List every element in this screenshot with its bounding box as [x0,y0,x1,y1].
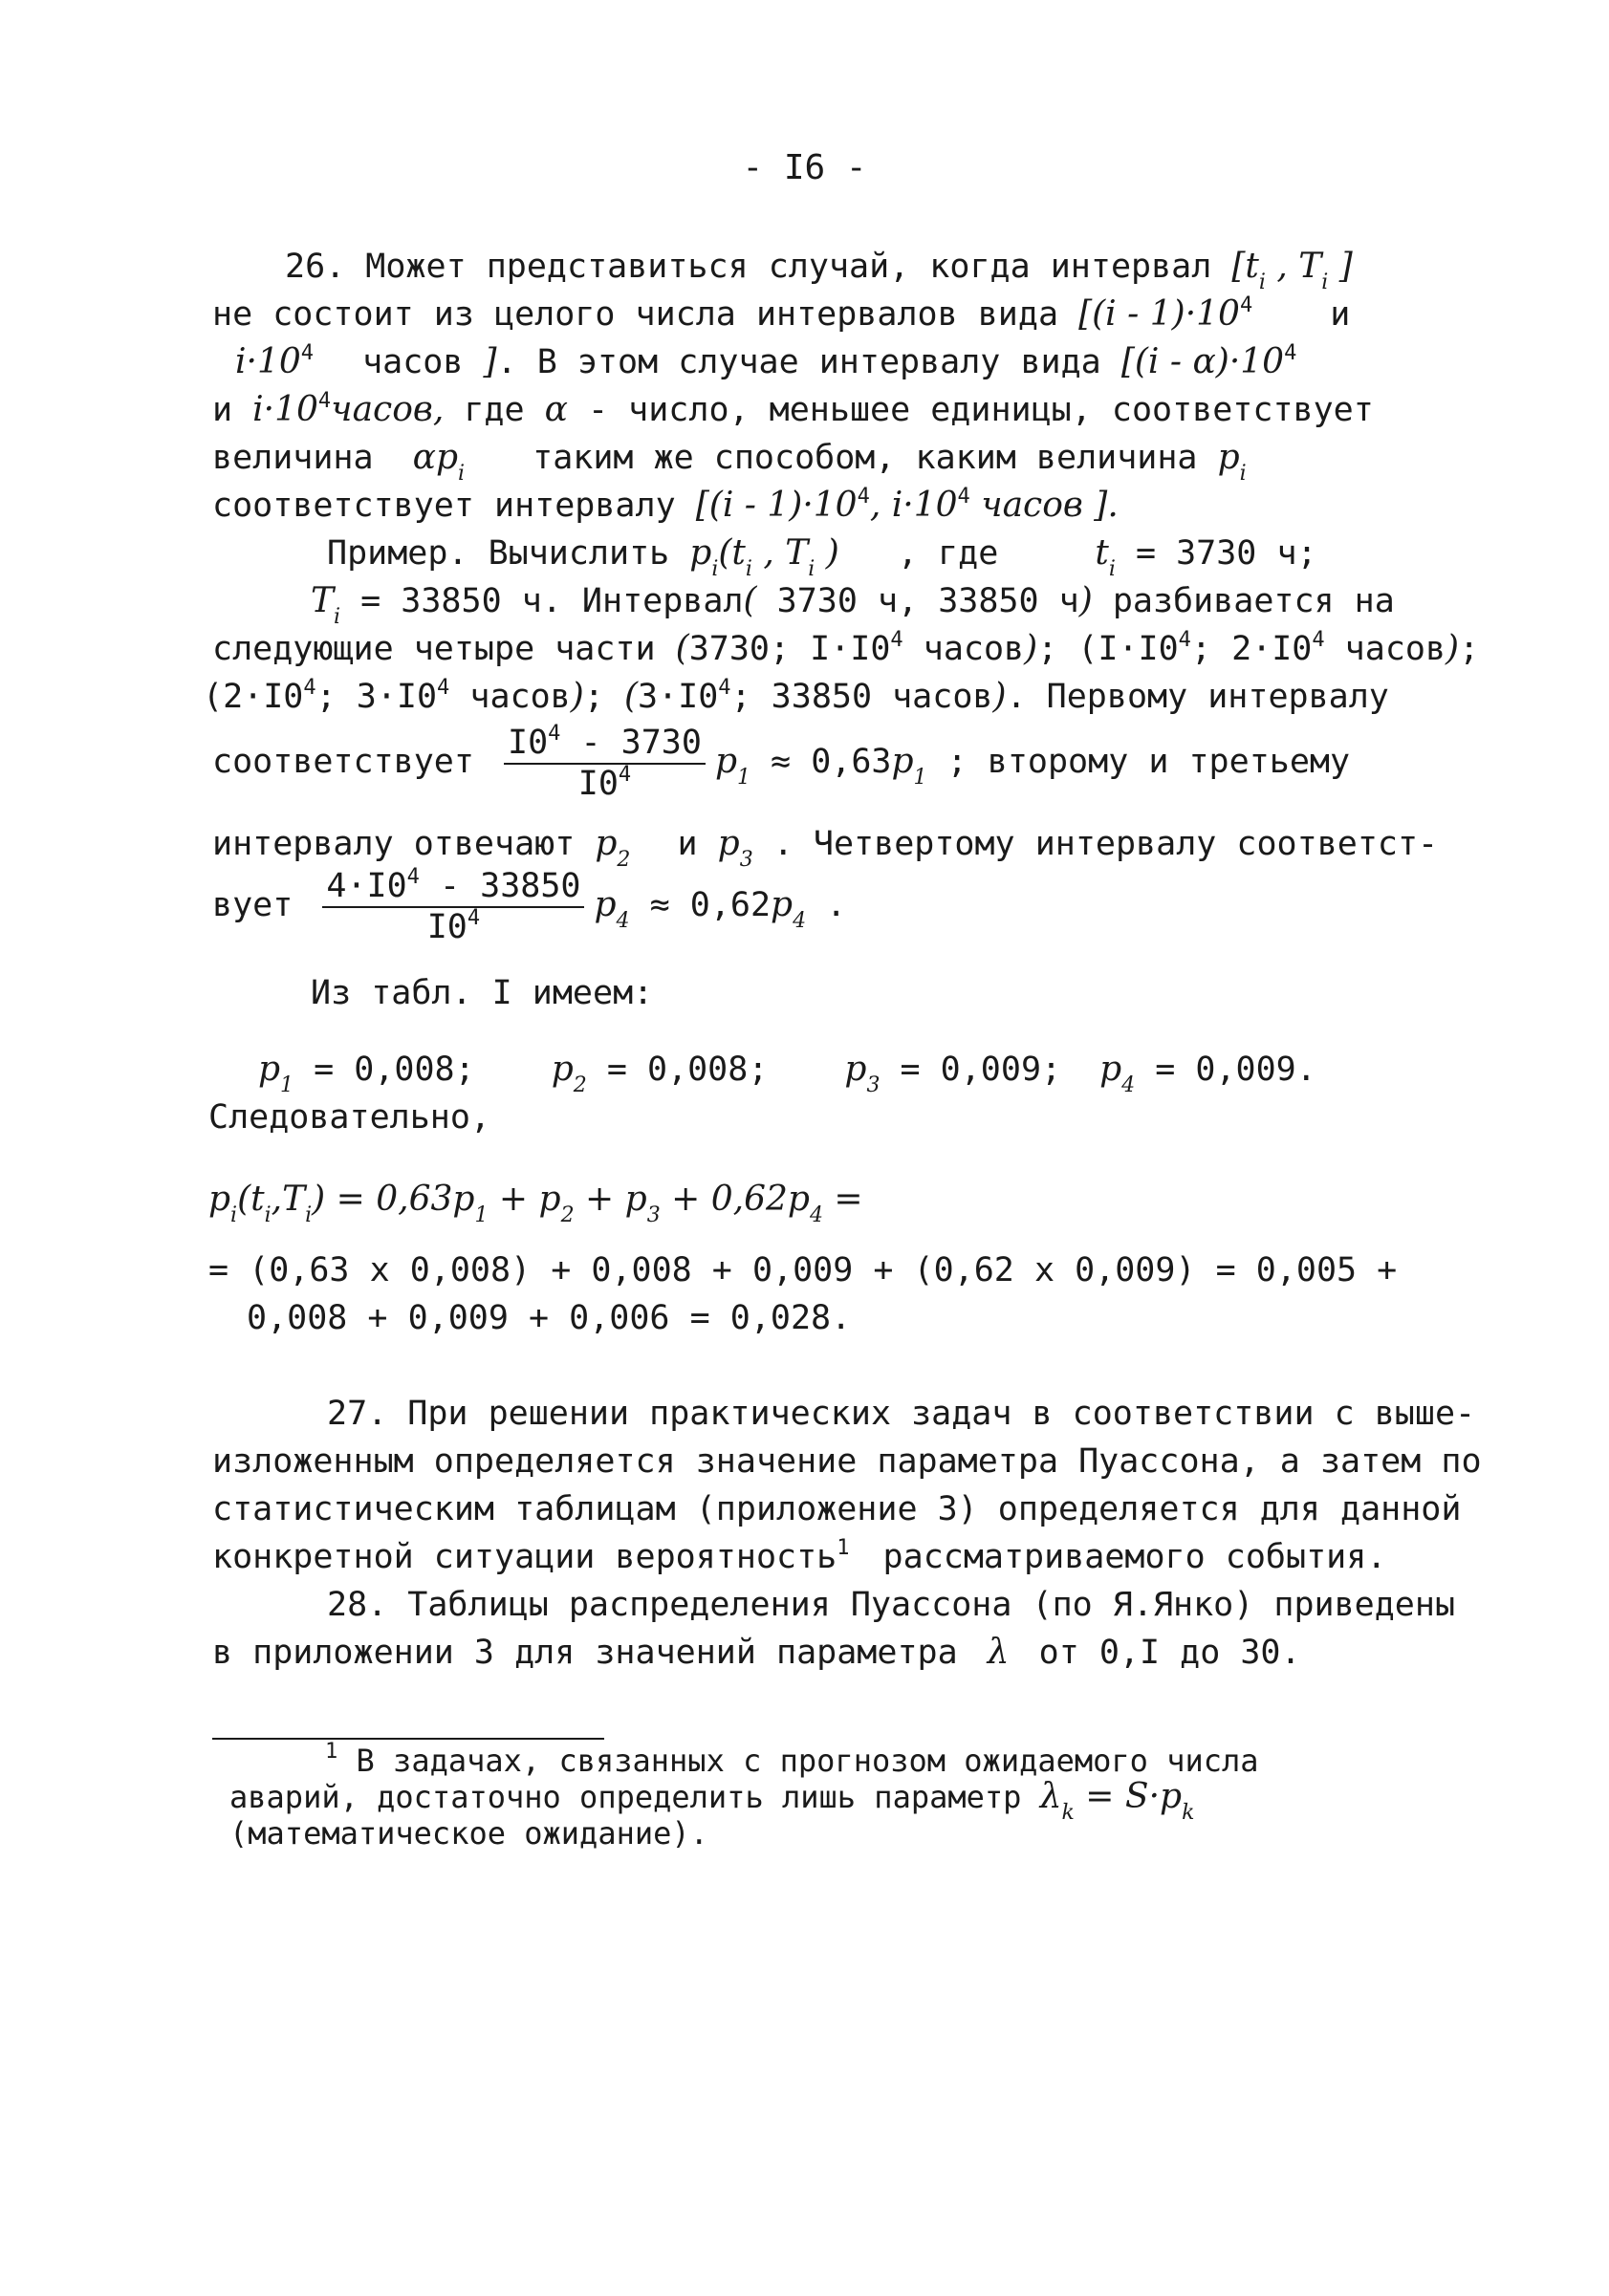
text: статистическим таблицам (приложение 3) определяется для данной [212,1490,1462,1528]
superscript: 4 [957,485,970,509]
superscript: 4 [1284,341,1297,365]
subscript: i [711,557,719,581]
text: 26. Может представиться случай, когда интервал [285,248,1232,286]
math: [(i - 1)·10 [1078,294,1240,334]
math: + p [574,1180,647,1219]
text: 0,008 + 0,009 + 0,006 = 0,028. [247,1299,852,1337]
math: [t [1231,247,1259,286]
p26-line-11 [212,719,1350,805]
math: p [551,1050,574,1089]
text: ; 2·I0 [1190,630,1313,668]
subscript: 4 [793,909,807,933]
p28-line-2 [212,1633,1301,1673]
subscript: 4 [1121,1073,1136,1097]
p26-line-13 [212,862,846,948]
p26-line-10 [203,677,1389,717]
text: рассматриваемого события. [862,1538,1387,1576]
math: ] [483,342,497,381]
superscript: 4 [1239,293,1253,317]
math: ( [675,629,689,668]
math: ] [1328,247,1353,286]
math: , i·10 [869,486,958,525]
math: p [594,885,617,924]
text: от 0,I до 30. [1018,1634,1301,1672]
text: 27. При решении практических задач в соответствии с выше- [327,1395,1476,1433]
text: часов [449,678,571,716]
text: I0 [426,908,467,946]
math: + p [488,1180,561,1219]
math: (t [718,533,746,573]
fraction-2 [322,866,584,946]
math: ) [1446,629,1460,668]
p26-line-3 [235,342,1296,382]
math: λ [987,1633,1010,1672]
text: - 3730 [560,724,702,762]
text: часов [902,630,1025,668]
p26-line-9 [212,629,1479,669]
fraction-denominator [322,908,584,946]
math: ( [743,581,757,620]
page-number: - I6 - [742,148,867,187]
math: p [771,885,794,924]
text: ≈ 0,63 [750,743,892,781]
p26-line-5 [212,438,1247,486]
text: . [806,886,847,924]
math: ,T [271,1180,306,1219]
footnote-marker: 1 [325,1740,338,1764]
subscript: i [1239,462,1247,486]
footnote-line-3 [229,1816,708,1851]
text: аварий, достаточно определить лишь параметр [229,1779,1040,1815]
text: разбивается на [1092,582,1395,620]
text: В задачах, связанных с прогнозом ожидаемого числа [337,1743,1259,1779]
math: p [258,1050,281,1089]
text: часов [1324,630,1446,668]
text: (математическое ожидание). [229,1815,708,1852]
math: α [544,390,568,429]
p26-equation-1 [208,1178,863,1227]
math: ) = 0,63p [312,1180,475,1219]
footnote-divider [212,1738,604,1740]
text: ; второму и третьему [926,743,1351,781]
superscript: 4 [467,906,481,930]
subscript: 1 [474,1203,489,1227]
subscript: 3 [739,848,753,872]
text: 3·I0 [637,678,719,716]
text: 28. Таблицы распределения Пуассона (по Я.Янко) приведены [327,1586,1456,1624]
text: где [444,391,545,429]
text: конкретной ситуации вероятность [212,1538,837,1576]
text: - число, меньшее единицы, соответствует [567,391,1374,429]
subscript: i [1321,271,1329,294]
subscript: k [1182,1801,1195,1825]
math: (t [237,1180,265,1219]
text: и [1310,295,1351,334]
math: p [689,533,712,573]
text: ≈ 0,62 [629,886,772,924]
subscript: 1 [913,766,927,790]
superscript: 4 [317,389,332,413]
p26-line-8 [311,581,1395,629]
math: ) [570,677,584,716]
subscript: i [1108,557,1116,581]
p28-line-1 [327,1585,1455,1625]
math: = S·p [1074,1777,1183,1816]
subscript: i [458,462,466,486]
superscript: 4 [618,763,632,787]
math: p [714,742,737,781]
text: не состоит из целого числа интервалов вида [212,295,1079,334]
text: , где [877,534,1019,573]
p26-line-16 [208,1097,490,1137]
math: + 0,62p [660,1180,810,1219]
math: ) [992,677,1007,716]
text: = 3730 ч; [1115,534,1317,573]
text: часов [342,343,484,381]
text: и [657,825,718,863]
subscript: 2 [617,848,631,872]
p26-line-1 [285,247,1353,294]
subscript: i [1258,271,1266,294]
math: p [595,824,618,863]
text: таким же способом, каким величина [512,439,1218,477]
text: вует [212,886,314,924]
text: (2·I0 [203,678,304,716]
p26-line-7 [327,533,1317,581]
math: p [208,1180,231,1219]
footnote-marker: 1 [837,1536,850,1560]
subscript: 2 [560,1203,575,1227]
superscript: 4 [890,628,903,652]
subscript: i [334,605,341,629]
subscript: 1 [280,1073,294,1097]
text: соответствует интервалу [212,487,696,525]
footnote-line-1 [325,1740,1259,1779]
text: = 0,009. [1135,1051,1316,1089]
p26-line-6 [212,486,1119,526]
text: 3730; I·I0 [688,630,891,668]
math: , T [751,533,809,573]
subscript: 1 [736,766,750,790]
text: 4·I0 [326,867,407,905]
math: p [1099,1050,1122,1089]
p26-line-14 [311,973,653,1013]
superscript: 4 [718,676,731,700]
text: = 0,008; [294,1051,475,1089]
superscript: 4 [548,722,561,746]
text: ; 33850 часов [730,678,993,716]
text: = 33850 ч. Интервал [340,582,744,620]
math: часов, [331,390,445,429]
superscript: 4 [1312,628,1325,652]
p26-values-line [258,1050,1316,1097]
math: p [1217,438,1240,477]
math: [(i - 1)·10 [695,486,858,525]
math: = [822,1180,863,1219]
math: p [717,824,740,863]
text: = 0,008; [586,1051,769,1089]
math: αp [412,438,459,477]
p27-line-4 [212,1537,1386,1577]
subscript: 3 [646,1203,661,1227]
superscript: 4 [437,676,450,700]
superscript: 4 [300,341,315,365]
text: интервалу отвечают [212,825,596,863]
text: Следовательно, [208,1098,491,1137]
fraction-denominator [504,765,706,803]
text: . Первому интервалу [1006,678,1389,716]
fraction-numerator [322,866,584,908]
math: часов ]. [969,486,1119,525]
math: ) [1078,581,1093,620]
text: = 0,009; [880,1051,1062,1089]
text: ; [583,678,624,716]
fraction-numerator [504,723,706,765]
math: p [844,1050,867,1089]
text: Пример. Вычислить [327,534,690,573]
text: I0 [508,724,549,762]
text: 3730 ч, 33850 ч [756,582,1079,620]
math: T [311,581,335,620]
superscript: 4 [406,865,420,889]
math: t [1095,533,1109,573]
superscript: 4 [303,676,316,700]
p26-line-2 [212,294,1350,335]
math: ( [623,677,638,716]
text: изложенным определяется значение параметра Пуассона, а затем по [212,1442,1482,1481]
subscript: i [745,557,752,581]
text: . Четвертому интервалу соответст- [752,825,1439,863]
p26-equation-2 [208,1250,1397,1290]
text: ; [1459,630,1480,668]
subscript: i [264,1203,272,1227]
p27-line-2 [212,1441,1482,1482]
text: и [212,391,253,429]
math: ) [815,533,839,573]
superscript: 4 [857,485,870,509]
math: , T [1265,247,1322,286]
text: величина [212,439,394,477]
text: соответствует [212,743,495,781]
text: = (0,63 x 0,008) + 0,008 + 0,009 + (0,62 x 0,009) = 0,005 + [208,1251,1398,1289]
footnote-line-2 [229,1777,1195,1825]
text: следующие четыре части [212,630,676,668]
subscript: 4 [616,909,630,933]
subscript: i [305,1203,313,1227]
text: I0 [577,765,619,803]
text: ; 3·I0 [315,678,438,716]
math: λ [1039,1777,1062,1816]
text: . В этом случае интервалу вида [496,343,1121,381]
superscript: 4 [1178,628,1191,652]
subscript: 2 [573,1073,587,1097]
subscript: 4 [809,1203,823,1227]
math: i·10 [252,390,318,429]
p26-equation-3 [247,1298,851,1338]
subscript: i [230,1203,238,1227]
subscript: i [808,557,815,581]
math: i·10 [235,342,301,381]
text: в приложении 3 для значений параметра [212,1634,978,1672]
p26-line-4 [212,390,1374,430]
math: [(i - α)·10 [1120,342,1285,381]
text: Из табл. I имеем: [311,974,654,1012]
subscript: 3 [866,1073,881,1097]
math: ) [1024,629,1038,668]
subscript: k [1061,1801,1075,1825]
text: - 33850 [419,867,581,905]
p27-line-1 [327,1394,1475,1434]
fraction-1 [504,723,706,803]
p27-line-3 [212,1489,1461,1529]
text: ; (I·I0 [1037,630,1179,668]
math: p [891,742,914,781]
p26-line-12 [212,824,1439,872]
